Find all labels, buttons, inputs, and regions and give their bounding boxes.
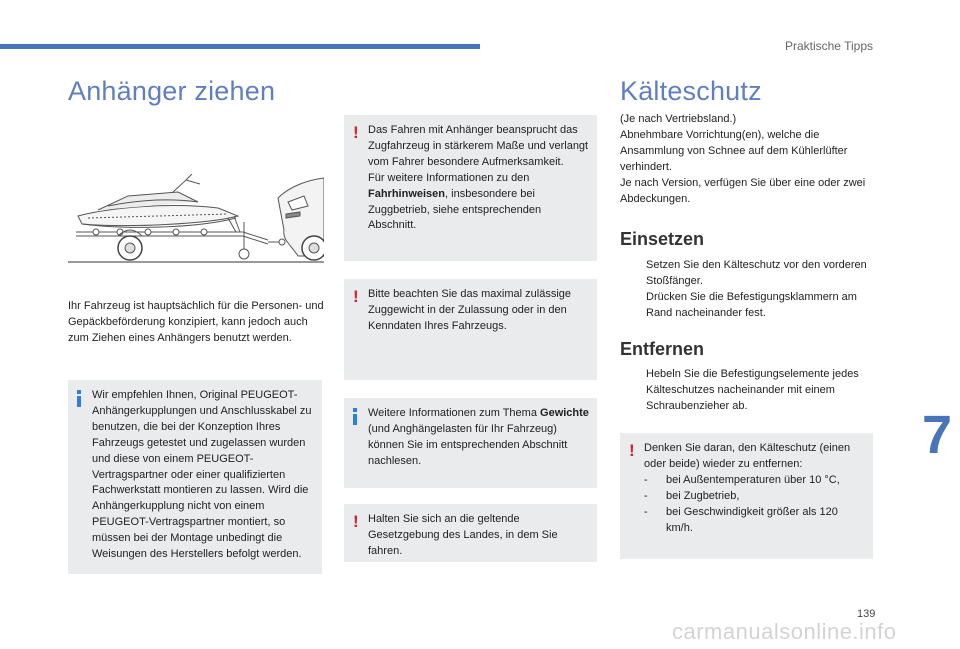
warning-driving-text: Das Fahren mit Anhänger beansprucht das Zugfahrzeug in stärkerem Maße und verlangt vom Fahrer besondere Aufmerksamkeit. xyxy=(368,124,589,168)
warning-box-driving xyxy=(344,115,597,261)
warning-law-text: Halten Sie sich an die geltende Gesetzgebung des Landes, in dem Sie fahren. xyxy=(368,513,558,557)
list-item: Hebeln Sie die Befestigungselemente jedes Kälteschutzes nacheinander mit einem Schraubenzieher ab. xyxy=(646,368,859,412)
title-cold-protection: Kälteschutz xyxy=(620,76,762,106)
warning-icon: ! xyxy=(629,441,635,460)
warning-weight-text: Bitte beachten Sie das maximal zulässige Zuggewicht in der Zulassung oder in den Kenndaten Ihres Fahrzeugs. xyxy=(368,288,571,332)
list-item: Drücken Sie die Befestigungsklammern am Rand nacheinander fest. xyxy=(646,290,857,319)
list-item: - bei Geschwindigkeit größer als 120 km/h. xyxy=(644,505,838,534)
list-item: - bei Außentemperaturen über 10 °C, xyxy=(644,473,840,486)
warning-icon: ! xyxy=(353,287,359,306)
page-number: 139 xyxy=(857,608,876,620)
info-box-text: Wir empfehlen Ihnen, Original PEUGEOT-Anhängerkupplungen und Anschlusskabel zu benutzen, die bei der Konzeption Ihres Fahrzeugs getestet und zugelassen wurden und diese von einem PEUGEOT-Vertragspartner oder einer qualifizierten Fachwerkstatt montieren zu lassen. Wird die Anhängerkupplung nicht von einem PEUGEOT-Vertragspartner montiert, so müssen bei der Montage unbedingt die Weisungen des Herstellers befolgt werden. xyxy=(92,389,312,561)
info-icon xyxy=(77,390,81,407)
trailer-jetski-illustration xyxy=(68,166,324,266)
einsetzen-list xyxy=(620,258,878,322)
info-box-towbar xyxy=(68,380,322,574)
info-icon xyxy=(353,408,357,425)
info-weights-text: Weitere Informationen zum Thema Gewichte (und Anghängelasten für Ihr Fahrzeug) können Sie im entsprechenden Abschnitt nachlesen. xyxy=(368,407,589,467)
warning-remove-text: Denken Sie daran, den Kälteschutz (einen oder beide) wieder zu entfernen: xyxy=(644,442,851,470)
heading-entfernen: Entfernen xyxy=(620,339,705,359)
top-accent-bar xyxy=(0,44,480,49)
list-item: Setzen Sie den Kälteschutz vor den vorderen Stoßfänger. xyxy=(646,259,867,287)
title-towing: Anhänger ziehen xyxy=(68,76,276,106)
cold-intro: (Je nach Vertriebsland.) Abnehmbare Vorrichtung(en), welche die Ansammlung von Schnee auf dem Kühlerlüfter verhindert. Je nach Version, verfügen Sie über eine oder zwei Abdeckungen. xyxy=(620,113,866,205)
warning-box-weight xyxy=(344,279,597,380)
info-box-weights xyxy=(344,398,597,488)
warning-remove-list xyxy=(644,473,865,537)
warning-icon: ! xyxy=(353,512,359,531)
warning-box-remove xyxy=(620,433,873,559)
warning-box-law xyxy=(344,504,597,562)
section-label: Praktische Tipps xyxy=(784,39,873,53)
chapter-number: 7 xyxy=(922,405,953,465)
list-item: - bei Zugbetrieb, xyxy=(644,489,740,502)
heading-einsetzen: Einsetzen xyxy=(620,229,705,249)
watermark: carmanualsonline.info xyxy=(672,619,897,644)
warning-icon: ! xyxy=(353,123,359,142)
warning-driving-ref: Für weitere Informationen zu den Fahrhinweisen, insbesondere bei Zuggbetrieb, siehe entsprechenden Abschnitt. xyxy=(368,171,542,232)
entfernen-list xyxy=(620,367,878,415)
towing-intro: Ihr Fahrzeug ist hauptsächlich für die Personen- und Gepäckbeförderung konzipiert, kann jedoch auch zum Ziehen eines Anhängers benutzt werden. xyxy=(68,300,324,344)
